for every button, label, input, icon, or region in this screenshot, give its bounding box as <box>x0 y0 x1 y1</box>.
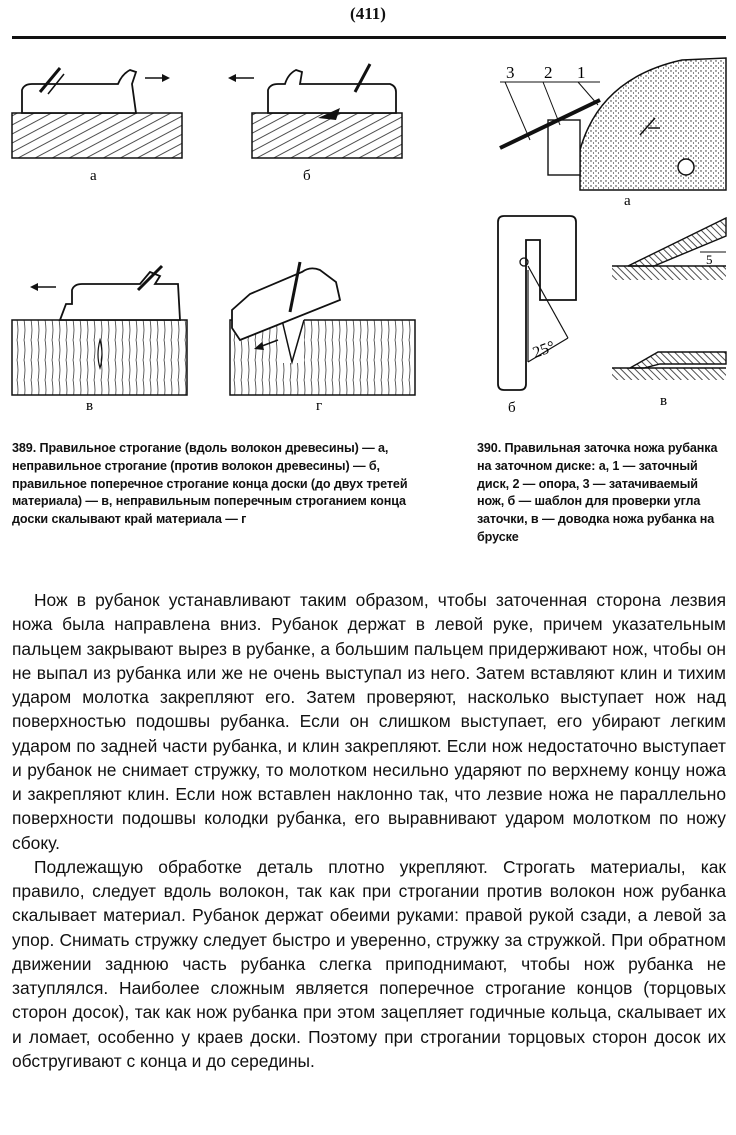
fig390-num-1: 1 <box>577 63 586 82</box>
fig390-small-mark: 5 <box>706 252 713 267</box>
fig389-b-drawing <box>228 64 402 158</box>
fig390-b-drawing <box>498 216 576 390</box>
paragraph: Нож в рубанок устанавливают таким образом, чтобы заточенная сторона лезвия ножа была направлена вниз. Рубанок держат в левой руке, причем указательным пальцем закрывают вырез в рубанке, а большим пальцем придерживают нож, чтобы он не выпал из рубанка или же не очень выступал из него. Затем вставляют клин и тихим ударом молотка закрепляют его. Затем проверяют, насколько выступает нож над поверхностью подошвы рубанка. Если он слишком выступает, его убирают легким ударом по задней части рубанка, и клин закрепляют. Если нож недостаточно выступает и рубанок не снимает стружку, то молотком несильно ударяют по верхнему концу ножа и закрепляют клин. Если нож вставлен наклонно так, что лезвие ножа не параллельно поверхности подошвы колодки рубанка, его выравнивают ударом молотком по ножу сбоку. <box>12 590 726 853</box>
fig390-angle-label: 25° <box>530 338 558 362</box>
page-number: (411) <box>350 4 386 23</box>
fig389-b-label: б <box>303 168 311 184</box>
header-rule <box>12 36 726 39</box>
fig390-v-label: в <box>660 393 668 409</box>
fig389-v-drawing <box>12 266 187 395</box>
fig390-num-3: 3 <box>506 63 515 82</box>
fig390-num-2: 2 <box>544 63 553 82</box>
fig389-v-label: в <box>86 398 94 414</box>
fig389-a-label: а <box>90 168 97 184</box>
fig390-a-drawing <box>500 58 726 190</box>
body-text <box>12 588 726 1073</box>
figure-390-caption: 390. Правильная заточка ножа рубанка на заточном диске: а, 1 — заточный диск, 2 — опора, 3 — затачиваемый нож, б — шаблон для проверки угла заточки, в — доводка ножа рубанка на бруске <box>477 441 718 544</box>
figures-illustration <box>0 40 736 440</box>
fig389-g-label: г <box>316 398 323 414</box>
fig390-a-label: а <box>624 193 631 209</box>
fig390-v-drawing <box>612 218 726 380</box>
fig389-g-drawing <box>230 262 415 395</box>
figure-389-caption: 389. Правильное строгание (вдоль волокон древесины) — а, неправильное строгание (против волокон древесины) — б, правильное поперечное строгание конца доски (до двух третей материала) — в, неправильным поперечным строганием конца доски скалывают край материала — г <box>12 441 408 527</box>
fig390-b-label: б <box>508 400 516 416</box>
paragraph: Подлежащую обработке деталь плотно укрепляют. Строгать материалы, как правило, следует вдоль волокон, так как при строгании против волокон нож рубанка скалывает материал. Рубанок держат обеими руками: правой рукой сзади, а левой за упор. Снимать стружку следует быстро и уверенно, стружку за стружкой. При обратном движении заднюю часть рубанка слегка приподнимают, чтобы нож рубанка не затуплялся. Наиболее сложным является поперечное строгание концов (торцовых сторон досок), так как нож рубанка при этом зацепляет годичные кольца, скалывает их и ломает, особенно у краев доски. Поэтому при строгании торцовых сторон досок их обстругивают с конца и до середины. <box>12 856 726 1071</box>
fig389-a-drawing <box>12 68 182 158</box>
